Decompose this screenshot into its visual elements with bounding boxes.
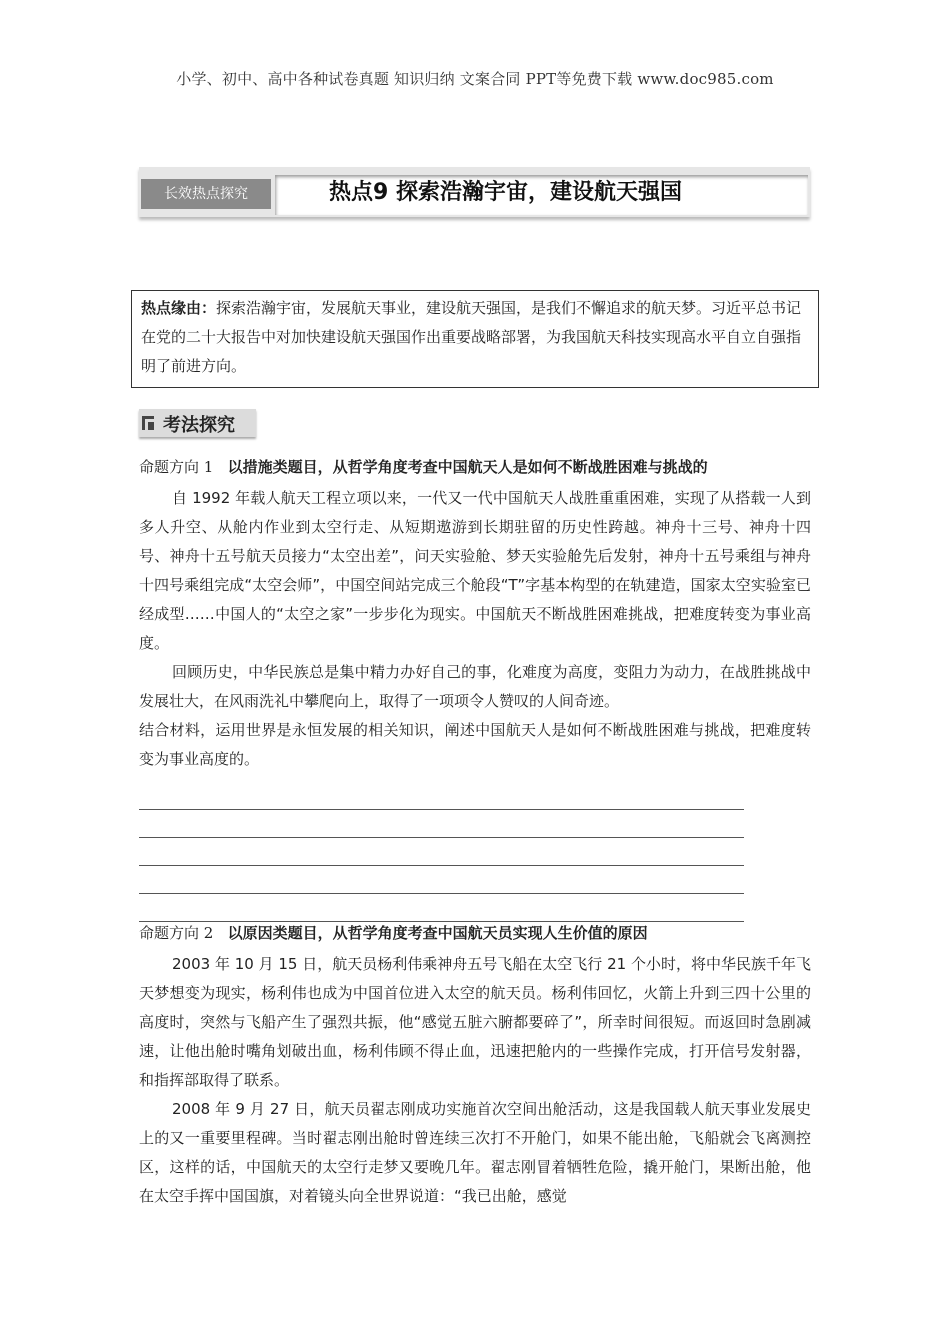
direction-2-label: 命题方向 2: [139, 924, 214, 942]
answer-area[interactable]: [139, 782, 811, 922]
answer-line[interactable]: [139, 866, 744, 894]
section-header: [139, 409, 256, 437]
direction-2-title: [139, 920, 811, 946]
answer-line[interactable]: [139, 838, 744, 866]
direction-1-block: [139, 454, 811, 922]
direction-2-paragraph-2: 2008 年 9 月 27 日，航天员翟志刚成功实施首次空间出舱活动，这是我国载人航天事业发展史上的又一重要里程碑。当时翟志刚出舱时曾连续三次打不开舱门，如果不能出舱，飞船就会飞离测控区，这样的话，中国航天的太空行走梦又要晚几年。翟志刚冒着牺牲危险，撬开舱门，果断出舱，他在太空手挥中国国旗，对着镜头向全世界说道：“我已出舱，感觉: [139, 1100, 811, 1205]
direction-1-paragraph-2: 回顾历史，中华民族总是集中精力办好自己的事，化难度为高度，变阻力为动力，在战胜挑战中发展壮大，在风雨洗礼中攀爬向上，取得了一项项令人赞叹的人间奇迹。: [139, 663, 811, 710]
direction-2-paragraph-1: 2003 年 10 月 15 日，航天员杨利伟乘神舟五号飞船在太空飞行 21 个小时，将中华民族千年飞天梦想变为现实，杨利伟也成为中国首位进入太空的航天员。杨利伟回忆，火箭上升到三四十公里的高度时，突然与飞船产生了强烈共振，他“感觉五脏六腑都要碎了”，所幸时间很短。而返回时急剧减速，让他出舱时嘴角划破出血，杨利伟顾不得止血，迅速把舱内的一些操作完成，打开信号发射器，和指挥部取得了联系。: [139, 955, 811, 1089]
direction-1-topic: 以措施类题目，从哲学角度考查中国航天人是如何不断战胜困难与挑战的: [227, 458, 708, 476]
section-marker-icon: [142, 416, 154, 430]
direction-1-label: 命题方向 1: [139, 458, 214, 476]
answer-line[interactable]: [139, 894, 744, 922]
origin-text: 探索浩瀚宇宙，发展航天事业，建设航天强国，是我们不懈追求的航天梦。习近平总书记在党的二十大报告中对加快建设航天强国作出重要战略部署，为我国航天科技实现高水平自立自强指明了前进方向。: [141, 299, 802, 375]
origin-label: 热点缘由：: [141, 299, 217, 317]
hotspot-header: [139, 167, 810, 217]
hotspot-origin-box: [131, 290, 819, 388]
page-title: 热点9 探索浩瀚宇宙，建设航天强国: [329, 180, 682, 205]
direction-1-question: 结合材料，运用世界是永恒发展的相关知识，阐述中国航天人是如何不断战胜困难与挑战，把难度转变为事业高度的。: [139, 721, 811, 768]
site-banner: 小学、初中、高中各种试卷真题 知识归纳 文案合同 PPT等免费下载 www.doc985.com: [176, 70, 774, 88]
direction-1-paragraph-1: 自 1992 年载人航天工程立项以来，一代又一代中国航天人战胜重重困难，实现了从搭载一人到多人升空、从舱内作业到太空行走、从短期遨游到长期驻留的历史性跨越。神舟十三号、神舟十四号、神舟十五号航天员接力“太空出差”，问天实验舱、梦天实验舱先后发射，神舟十五号乘组与神舟十四号乘组完成“太空会师”，中国空间站完成三个舱段“T”字基本构型的在轨建造，国家太空实验室已经成型……中国人的“太空之家”一步步化为现实。中国航天不断战胜困难挑战，把难度转变为事业高度。: [139, 489, 811, 652]
direction-2-topic: 以原因类题目，从哲学角度考查中国航天员实现人生价值的原因: [227, 924, 648, 942]
answer-line[interactable]: [139, 810, 744, 838]
answer-line[interactable]: [139, 782, 744, 810]
direction-2-block: [139, 920, 811, 1211]
header-tag: 长效热点探究: [141, 179, 271, 209]
direction-1-title: [139, 454, 811, 480]
section-title: 考法探究: [163, 415, 235, 436]
